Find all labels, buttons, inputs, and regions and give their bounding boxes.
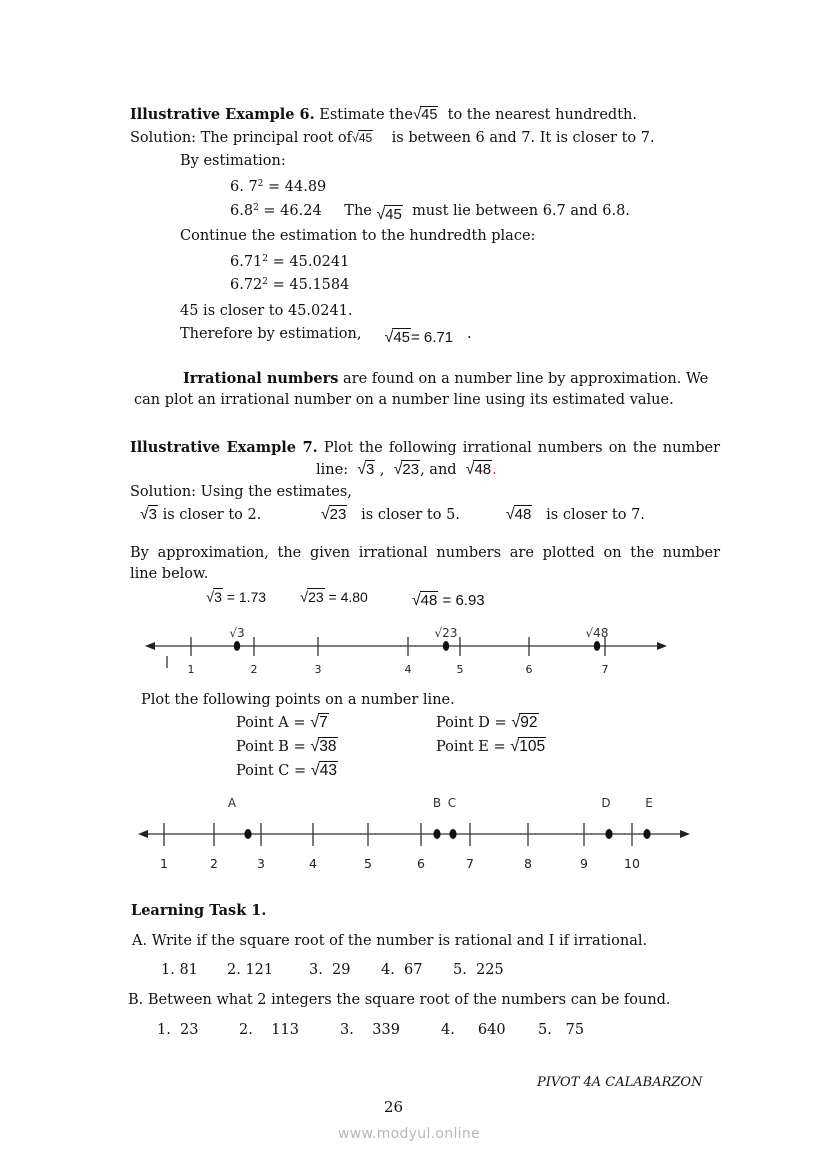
task-item: 5. 225	[453, 962, 504, 978]
sqrt-48: √48	[465, 461, 492, 478]
tick-label: 10	[624, 856, 640, 871]
task-item: 2. 113	[239, 1022, 299, 1038]
tick-label: 8	[524, 856, 532, 871]
tick-label: 1	[160, 856, 168, 871]
task-item: 4. 640	[441, 1022, 506, 1038]
approx-line1: By approximation, the given irrational numbers are plotted on the number	[130, 545, 720, 561]
point-label: √48	[585, 626, 609, 640]
learning-task-part-a: A. Write if the square root of the number is rational and I if irrational.	[132, 933, 648, 949]
point-label: E	[645, 796, 653, 810]
sqrt-23: √23	[321, 506, 347, 523]
plotted-point	[244, 829, 251, 839]
point-b-def: Point B = √38	[236, 737, 337, 755]
sqrt-45: √45	[376, 206, 402, 223]
tick-label: 4	[404, 663, 412, 676]
part-a-items	[161, 961, 513, 979]
estimate-sqrt23: √23 = 4.80	[300, 589, 368, 606]
task-item: 1. 23	[157, 1022, 199, 1038]
closer-row: √3 is closer to 2.	[140, 506, 262, 523]
tick-label: 1	[187, 663, 195, 676]
example7-heading: Illustrative Example 7.	[130, 439, 318, 456]
sqrt-45: √45	[412, 106, 438, 123]
point-label: C	[447, 796, 457, 810]
part-b-items	[157, 1021, 598, 1039]
by-estimation-label: By estimation:	[180, 153, 286, 169]
learning-task-title: Learning Task 1.	[131, 902, 267, 919]
point-a-def: Point A = √7	[236, 713, 328, 731]
plotted-point	[449, 829, 456, 839]
example7-numbers: line: √3 , √23, and √48.	[316, 461, 497, 478]
approx-line2: line below.	[130, 566, 209, 582]
point-label: √23	[434, 626, 458, 640]
example7-solution: Solution: Using the estimates,	[130, 484, 352, 500]
point-label: √3	[229, 626, 245, 640]
tick-label: 2	[250, 663, 258, 676]
practice-intro: Plot the following points on a number line.	[141, 692, 455, 708]
watermark: www.modyul.online	[338, 1126, 480, 1142]
irrational-paragraph-line1: Irrational numbers are found on a number line by approximation. We	[183, 370, 709, 387]
point-d-def: Point D = √92	[436, 713, 538, 731]
irrational-paragraph-line2: can plot an irrational number on a number line using its estimated value.	[134, 392, 674, 408]
point-c-def: Point C = √43	[236, 761, 337, 779]
sqrt-45: √45	[384, 329, 410, 346]
task-item: 3. 29	[309, 962, 351, 978]
point-e-def: Point E = √105	[436, 737, 546, 755]
sqrt-48: √48	[506, 506, 532, 523]
tick-label: 9	[580, 856, 588, 871]
footer-series: PIVOT 4A CALABARZON	[537, 1075, 703, 1090]
arrow-left-icon	[138, 830, 148, 838]
example7-intro: Illustrative Example 7. Plot the following irrational numbers on the number	[130, 439, 721, 456]
task-item: 2. 121	[227, 962, 274, 978]
tick-label: 7	[466, 856, 474, 871]
task-item: 4. 67	[381, 962, 423, 978]
estimate-sqrt3: √3 = 1.73	[206, 589, 267, 606]
estimate-sqrt48: √48 = 6.93	[412, 592, 485, 609]
estimation-step-2: $6.8^2 = 46.24$ The √45 must lie between 6.7 and 6.8.	[230, 203, 630, 223]
tick-label: 6	[525, 663, 533, 676]
sqrt-3: √3	[140, 506, 157, 523]
example6-intro: Illustrative Example 6. Estimate the√45 to the nearest hundredth.	[130, 106, 637, 123]
tick-label: 3	[257, 856, 265, 871]
example6-heading: Illustrative Example 6.	[130, 106, 315, 123]
task-item: 5. 75	[538, 1022, 585, 1038]
page-number: 26	[384, 1098, 404, 1116]
plotted-point	[643, 829, 650, 839]
estimation-step-4: 6.72$^2$ = 45.1584	[230, 277, 350, 293]
plotted-point	[605, 829, 612, 839]
closer-statement: 45 is closer to 45.0241.	[180, 303, 353, 319]
conclusion: Therefore by estimation, √45= 6.71 .	[180, 326, 472, 346]
task-item: 1. 81	[161, 962, 198, 978]
estimation-step-1: 6. $7^2 = 44.89$	[230, 179, 327, 195]
point-label: A	[227, 796, 237, 810]
estimation-step-3: 6.71$^2$ = 45.0241	[230, 254, 350, 270]
tick-label: 2	[210, 856, 218, 871]
example6-solution: Solution: The principal root of√45 is between 6 and 7. It is closer to 7.	[130, 130, 655, 146]
arrow-right-icon	[680, 830, 690, 838]
tick-label: 4	[309, 856, 317, 871]
sqrt-23: √23	[393, 461, 420, 478]
tick-label: 5	[456, 663, 464, 676]
tick-label: 7	[601, 663, 609, 676]
tick-label: 6	[417, 856, 425, 871]
learning-task-part-b: B. Between what 2 integers the square root of the numbers can be found.	[128, 992, 671, 1008]
point-label: B	[432, 796, 442, 810]
tick-label: 5	[364, 856, 372, 871]
sqrt-3: √3	[357, 461, 375, 478]
plotted-point	[433, 829, 440, 839]
tick-label: 3	[314, 663, 322, 676]
sqrt-45: √45	[351, 131, 373, 145]
continue-estimation-label: Continue the estimation to the hundredth place:	[180, 228, 536, 244]
point-label: D	[601, 796, 611, 810]
task-item: 3. 339	[340, 1022, 400, 1038]
